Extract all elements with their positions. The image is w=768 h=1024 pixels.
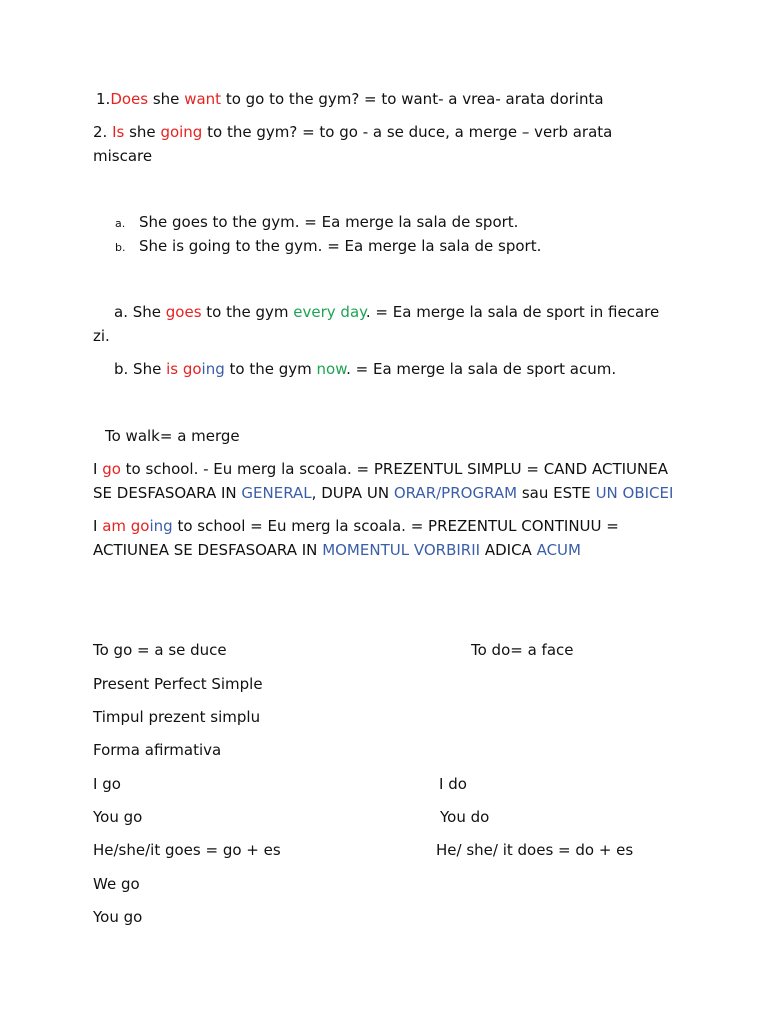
- conjugation-do-row: I do: [439, 775, 467, 793]
- highlight-want: want: [184, 90, 222, 108]
- present-simple-line-1: [93, 457, 668, 481]
- question-number: 1.: [96, 90, 111, 108]
- conjugation-go-row: He/she/it goes = go + es: [93, 841, 281, 859]
- example-translation: . = Ea merge la sala de sport acum.: [346, 360, 617, 378]
- present-simple-text: to school. - Eu merg la scoala. = PREZENTUL SIMPLU = CAND ACTIUNEA: [120, 460, 668, 478]
- example-prefix: b. She: [114, 360, 167, 378]
- highlight-does: Does: [110, 90, 149, 108]
- list-marker: a.: [115, 217, 126, 230]
- highlight-ing: ing: [201, 360, 225, 378]
- question-number: 2.: [93, 123, 113, 141]
- question-2-continuation: miscare: [93, 147, 153, 165]
- highlight-am-go: am go: [102, 517, 150, 535]
- example-middle: to the gym: [201, 303, 294, 321]
- present-simple-line-2: [93, 481, 673, 505]
- highlight-acum: ACUM: [536, 541, 581, 559]
- highlight-going: going: [160, 123, 203, 141]
- tense-heading-ro: Timpul prezent simplu: [93, 708, 261, 726]
- to-walk-definition: To walk= a merge: [105, 427, 240, 445]
- present-continuous-text: to school = Eu merg la scoala. = PREZENTUL CONTINUU =: [172, 517, 619, 535]
- present-simple-text: , DUPA UN: [311, 484, 394, 502]
- present-continuous-text: ACTIUNEA SE DESFASOARA IN: [93, 541, 323, 559]
- to-do-title: To do= a face: [471, 641, 574, 659]
- pronoun-i: I: [93, 460, 103, 478]
- highlight-goes: goes: [165, 303, 202, 321]
- list-item-text: She is going to the gym. = Ea merge la sala de sport.: [139, 237, 542, 255]
- example-translation: . = Ea merge la sala de sport in fiecare: [365, 303, 660, 321]
- text-she: she: [148, 90, 185, 108]
- highlight-every-day: every day: [293, 303, 366, 321]
- conjugation-go-row: You go: [93, 808, 143, 826]
- highlight-ing: ing: [149, 517, 173, 535]
- highlight-un-obicei: UN OBICEI: [595, 484, 674, 502]
- conjugation-do-row: You do: [440, 808, 490, 826]
- question-2: [93, 120, 612, 144]
- present-continuous-line-1: [93, 514, 619, 538]
- question-1: [96, 87, 604, 111]
- present-simple-text: SE DESFASOARA IN: [93, 484, 242, 502]
- form-heading: Forma afirmativa: [93, 741, 222, 759]
- conjugation-go-row: We go: [93, 875, 140, 893]
- example-a: [114, 300, 659, 324]
- question-2-rest: to the gym? = to go - a se duce, a merge – verb arata: [202, 123, 613, 141]
- highlight-is: Is: [112, 123, 125, 141]
- text-she: she: [124, 123, 161, 141]
- present-simple-text: sau ESTE: [517, 484, 596, 502]
- list-item: [115, 210, 518, 236]
- list-marker: b.: [115, 241, 126, 254]
- example-b: [114, 357, 616, 381]
- highlight-momentul-vorbirii: MOMENTUL VORBIRII: [322, 541, 481, 559]
- highlight-orar-program: ORAR/PROGRAM: [393, 484, 518, 502]
- conjugation-do-row: He/ she/ it does = do + es: [436, 841, 634, 859]
- tense-heading: Present Perfect Simple: [93, 675, 263, 693]
- highlight-general: GENERAL: [241, 484, 312, 502]
- pronoun-i: I: [93, 517, 103, 535]
- list-item-text: She goes to the gym. = Ea merge la sala de sport.: [139, 213, 519, 231]
- highlight-go: go: [102, 460, 121, 478]
- conjugation-go-row: You go: [93, 908, 143, 926]
- list-item: [115, 234, 541, 260]
- question-1-rest: to go to the gym? = to want- a vrea- arata dorinta: [221, 90, 604, 108]
- present-continuous-text: ADICA: [480, 541, 537, 559]
- highlight-now: now: [316, 360, 347, 378]
- example-a-continuation: zi.: [93, 327, 110, 345]
- highlight-is-go: is go: [166, 360, 202, 378]
- to-go-title: To go = a se duce: [93, 641, 227, 659]
- example-middle: to the gym: [224, 360, 317, 378]
- conjugation-go-row: I go: [93, 775, 121, 793]
- present-continuous-line-2: [93, 538, 581, 562]
- example-prefix: a. She: [114, 303, 166, 321]
